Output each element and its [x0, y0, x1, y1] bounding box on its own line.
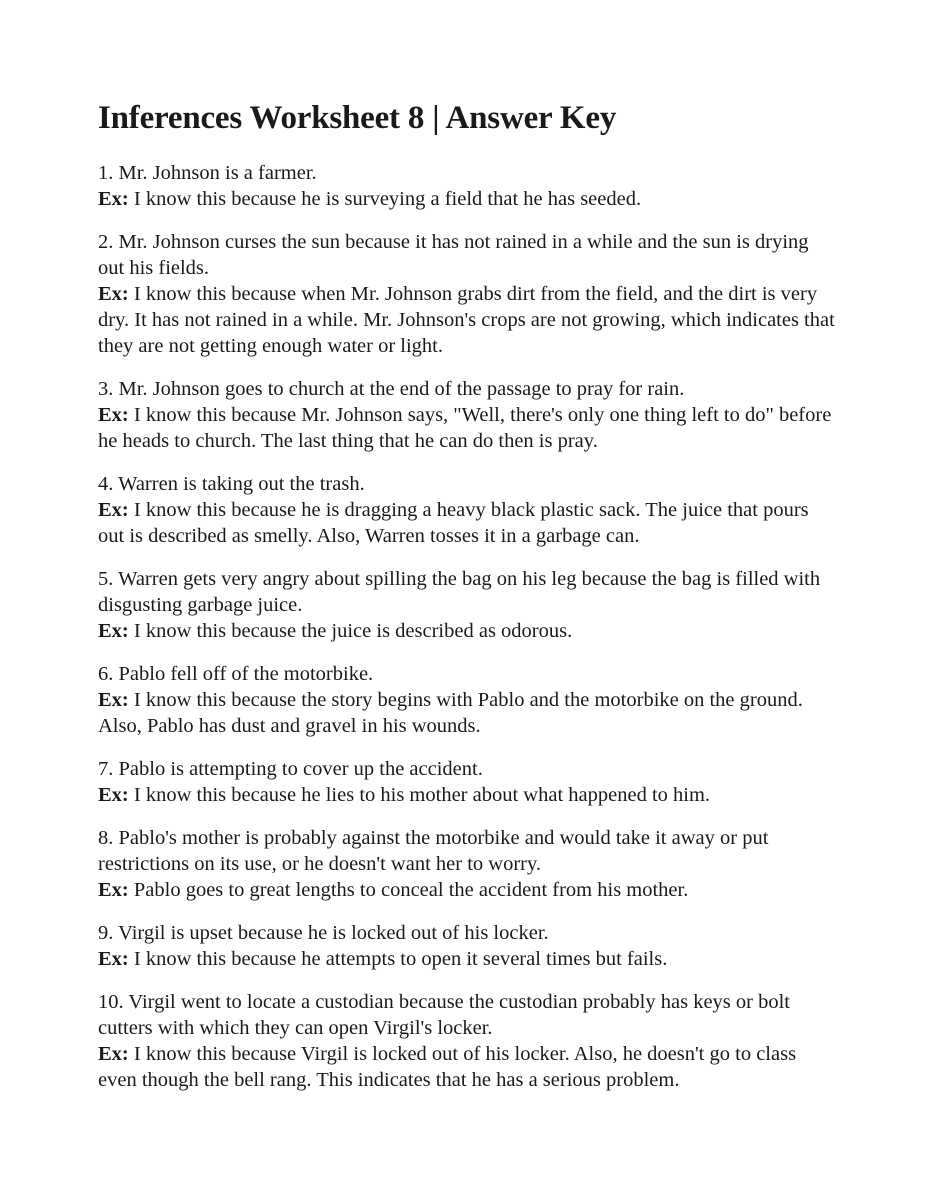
ex-label: Ex:	[98, 620, 129, 642]
ex-label: Ex:	[98, 689, 129, 711]
evidence-body: Pablo goes to great lengths to conceal the accident from his mother.	[133, 879, 689, 901]
answer-item-8	[98, 825, 838, 903]
evidence-text	[98, 497, 838, 549]
ex-label: Ex:	[98, 1043, 129, 1065]
evidence-body: I know this because when Mr. Johnson grabs dirt from the field, and the dirt is very dry. It has not rained in a while. Mr. Johnson's crops are not growing, which indicates that they are not getting enough water or light.	[98, 283, 835, 357]
answer-item-9	[98, 920, 838, 972]
answer-text: 1. Mr. Johnson is a farmer.	[98, 162, 317, 184]
evidence-text	[98, 186, 838, 212]
answer-item-5	[98, 566, 838, 644]
evidence-text	[98, 402, 838, 454]
answer-item-7	[98, 756, 838, 808]
evidence-body: I know this because the juice is described as odorous.	[133, 620, 573, 642]
ex-label: Ex:	[98, 948, 129, 970]
answer-item-10	[98, 989, 838, 1093]
evidence-body: I know this because he is dragging a heavy black plastic sack. The juice that pours out is described as smelly. Also, Warren tosses it in a garbage can.	[98, 499, 809, 547]
page-title: Inferences Worksheet 8 | Answer Key	[98, 100, 617, 136]
ex-label: Ex:	[98, 404, 129, 426]
answer-item-3	[98, 376, 838, 454]
evidence-text	[98, 1041, 838, 1093]
answer-text: 8. Pablo's mother is probably against the motorbike and would take it away or put restrictions on its use, or he doesn't want her to worry.	[98, 827, 769, 875]
answer-item-1	[98, 160, 838, 212]
answer-text: 10. Virgil went to locate a custodian because the custodian probably has keys or bolt cutters with which they can open Virgil's locker.	[98, 991, 790, 1039]
answer-text: 3. Mr. Johnson goes to church at the end of the passage to pray for rain.	[98, 378, 685, 400]
evidence-text	[98, 281, 838, 359]
answer-text: 7. Pablo is attempting to cover up the accident.	[98, 758, 483, 780]
ex-label: Ex:	[98, 499, 129, 521]
ex-label: Ex:	[98, 283, 129, 305]
answer-item-4	[98, 471, 838, 549]
answer-text: 2. Mr. Johnson curses the sun because it has not rained in a while and the sun is drying out his fields.	[98, 231, 809, 279]
worksheet-page	[98, 96, 838, 1110]
evidence-text	[98, 618, 838, 644]
evidence-text	[98, 877, 838, 903]
answer-text: 6. Pablo fell off of the motorbike.	[98, 663, 374, 685]
answer-item-2	[98, 229, 838, 359]
ex-label: Ex:	[98, 879, 129, 901]
evidence-text	[98, 687, 838, 739]
answer-text: 4. Warren is taking out the trash.	[98, 473, 365, 495]
evidence-text	[98, 946, 838, 972]
evidence-body: I know this because Mr. Johnson says, "Well, there's only one thing left to do" before he heads to church. The last thing that he can do then is pray.	[98, 404, 832, 452]
evidence-body: I know this because he lies to his mother about what happened to him.	[133, 784, 711, 806]
evidence-body: I know this because Virgil is locked out of his locker. Also, he doesn't go to class even though the bell rang. This indicates that he has a serious problem.	[98, 1043, 797, 1091]
ex-label: Ex:	[98, 188, 129, 210]
answer-text: 5. Warren gets very angry about spilling the bag on his leg because the bag is filled with disgusting garbage juice.	[98, 568, 821, 616]
answer-text: 9. Virgil is upset because he is locked out of his locker.	[98, 922, 549, 944]
evidence-text	[98, 782, 838, 808]
evidence-body: I know this because the story begins with Pablo and the motorbike on the ground. Also, Pablo has dust and gravel in his wounds.	[98, 689, 803, 737]
evidence-body: I know this because he is surveying a field that he has seeded.	[133, 188, 642, 210]
ex-label: Ex:	[98, 784, 129, 806]
evidence-body: I know this because he attempts to open it several times but fails.	[133, 948, 668, 970]
answer-item-6	[98, 661, 838, 739]
